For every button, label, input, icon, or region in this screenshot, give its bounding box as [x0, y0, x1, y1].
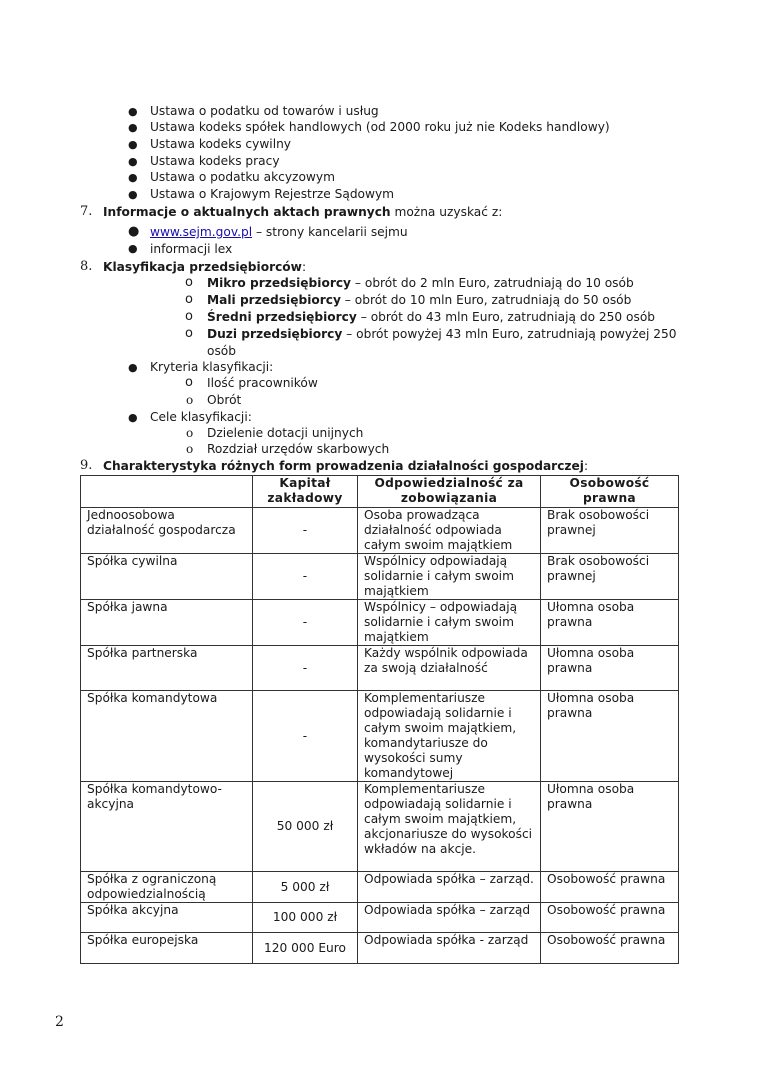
legal-personality-cell: Ułomna osoba prawna [541, 600, 679, 646]
list-item: Ustawa o Krajowym Rejestrze Sądowym [150, 187, 395, 201]
list-item: www.sejm.gov.pl – strony kancelarii sejmu [150, 225, 408, 239]
header-cell: Odpowiedzialność za zobowiązania [358, 476, 541, 508]
list-item: Ustawa o podatku od towarów i usług [150, 104, 379, 118]
class-item-continuation: osób [207, 344, 236, 358]
header-cell: Kapitał zakładowy [253, 476, 358, 508]
legal-personality-cell: Brak osobowości prawnej [541, 554, 679, 600]
list-item: Ustawa kodeks pracy [150, 154, 280, 168]
circle-bullet-icon: o [186, 442, 194, 456]
form-name-cell: Jednoosobowa działalność gospodarcza [81, 508, 253, 554]
bullet-icon: ● [128, 188, 138, 201]
capital-cell: - [253, 508, 358, 554]
liability-cell: Każdy wspólnik odpowiada za swoją działalność [358, 646, 541, 691]
legal-personality-cell: Ułomna osoba prawna [541, 646, 679, 691]
circle-bullet-icon: o [185, 326, 193, 341]
criteria-label: Kryteria klasyfikacji: [150, 360, 274, 374]
page-number: 2 [55, 1014, 64, 1030]
bullet-icon: ● [128, 121, 138, 134]
circle-bullet-icon: o [185, 375, 193, 390]
capital-cell: - [253, 600, 358, 646]
list-item: Ustawa kodeks spółek handlowych (od 2000 roku już nie Kodeks handlowy) [150, 120, 610, 134]
header-cell: Osobowość prawna [541, 476, 679, 508]
class-item: Mali przedsiębiorcy – obrót do 10 mln Euro, zatrudniają do 50 osób [207, 293, 632, 307]
form-name-cell: Spółka akcyjna [81, 903, 253, 933]
table-row [81, 600, 679, 646]
legal-personality-cell: Osobowość prawna [541, 933, 679, 964]
criteria-item: Obrót [207, 393, 242, 407]
list-item: Ustawa o podatku akcyzowym [150, 170, 335, 184]
table-row [81, 782, 679, 872]
table-header-row [81, 476, 679, 508]
table-row [81, 646, 679, 691]
section-number: 7. [80, 204, 93, 219]
capital-cell: 50 000 zł [253, 782, 358, 872]
liability-cell: Odpowiada spółka – zarząd [358, 903, 541, 933]
form-name-cell: Spółka komandytowa [81, 691, 253, 782]
section-number: 8. [80, 259, 93, 274]
capital-cell: 5 000 zł [253, 872, 358, 903]
capital-cell: - [253, 691, 358, 782]
bullet-icon: ● [128, 242, 138, 255]
bullet-icon: ● [128, 224, 140, 239]
goals-item: Dzielenie dotacji unijnych [207, 426, 364, 440]
goals-label: Cele klasyfikacji: [150, 410, 252, 424]
bullet-icon: ● [128, 361, 138, 374]
section-number: 9. [80, 458, 93, 473]
legal-personality-cell: Osobowość prawna [541, 872, 679, 903]
capital-cell: 100 000 zł [253, 903, 358, 933]
table-row [81, 508, 679, 554]
bullet-icon: ● [128, 138, 138, 151]
sejm-link[interactable]: www.sejm.gov.pl [150, 225, 253, 239]
list-item: Ustawa kodeks cywilny [150, 137, 292, 151]
liability-cell: Komplementariusze odpowiadają solidarnie i całym swoim majątkiem, komandytariusze do wysokości sumy komandytowej [358, 691, 541, 782]
liability-cell: Komplementariusze odpowiadają solidarnie i całym swoim majątkiem, akcjonariusze do wysokości wkładów na akcje. [358, 782, 541, 872]
table-row [81, 554, 679, 600]
capital-cell: - [253, 646, 358, 691]
class-item: Duzi przedsiębiorcy – obrót powyżej 43 mln Euro, zatrudniają powyżej 250 [207, 327, 677, 341]
circle-bullet-icon: o [185, 309, 193, 324]
legal-personality-cell: Osobowość prawna [541, 903, 679, 933]
capital-cell: - [253, 554, 358, 600]
form-name-cell: Spółka z ograniczoną odpowiedzialnością [81, 872, 253, 903]
liability-cell: Wspólnicy odpowiadają solidarnie i całym swoim majątkiem [358, 554, 541, 600]
legal-personality-cell: Ułomna osoba prawna [541, 782, 679, 872]
header-cell [81, 476, 253, 508]
class-item: Średni przedsiębiorcy – obrót do 43 mln Euro, zatrudniają do 250 osób [207, 310, 656, 324]
form-name-cell: Spółka komandytowo-akcyjna [81, 782, 253, 872]
bullet-icon: ● [128, 171, 138, 184]
table-row [81, 691, 679, 782]
section-title: Klasyfikacja przedsiębiorców: [103, 260, 307, 274]
section-title-rest: można uzyskać z: [390, 205, 503, 219]
form-name-cell: Spółka partnerska [81, 646, 253, 691]
section-title: Charakterystyka różnych form prowadzenia działalności gospodarczej: [103, 459, 589, 473]
bullet-icon: ● [128, 105, 138, 118]
circle-bullet-icon: o [186, 393, 194, 407]
liability-cell: Osoba prowadząca działalność odpowiada całym swoim majątkiem [358, 508, 541, 554]
section-title [103, 204, 502, 220]
circle-bullet-icon: o [185, 275, 193, 290]
legal-personality-cell: Brak osobowości prawnej [541, 508, 679, 554]
criteria-item: Ilość pracowników [207, 376, 318, 390]
table-row [81, 903, 679, 933]
form-name-cell: Spółka jawna [81, 600, 253, 646]
bullet-icon: ● [128, 411, 138, 424]
liability-cell: Odpowiada spółka – zarząd. [358, 872, 541, 903]
form-name-cell: Spółka europejska [81, 933, 253, 964]
circle-bullet-icon: o [186, 426, 194, 440]
circle-bullet-icon: o [185, 292, 193, 307]
legal-personality-cell: Ułomna osoba prawna [541, 691, 679, 782]
section-title-bold: Informacje o aktualnych aktach prawnych [103, 205, 391, 219]
business-forms-table [80, 475, 679, 964]
table-row [81, 933, 679, 964]
list-item: informacji lex [150, 242, 233, 256]
liability-cell: Odpowiada spółka - zarząd [358, 933, 541, 964]
liability-cell: Wspólnicy – odpowiadają solidarnie i całym swoim majątkiem [358, 600, 541, 646]
capital-cell: 120 000 Euro [253, 933, 358, 964]
table-row [81, 872, 679, 903]
goals-item: Rozdział urzędów skarbowych [207, 442, 390, 456]
bullet-icon: ● [128, 155, 138, 168]
form-name-cell: Spółka cywilna [81, 554, 253, 600]
class-item: Mikro przedsiębiorcy – obrót do 2 mln Euro, zatrudniają do 10 osób [207, 276, 634, 290]
